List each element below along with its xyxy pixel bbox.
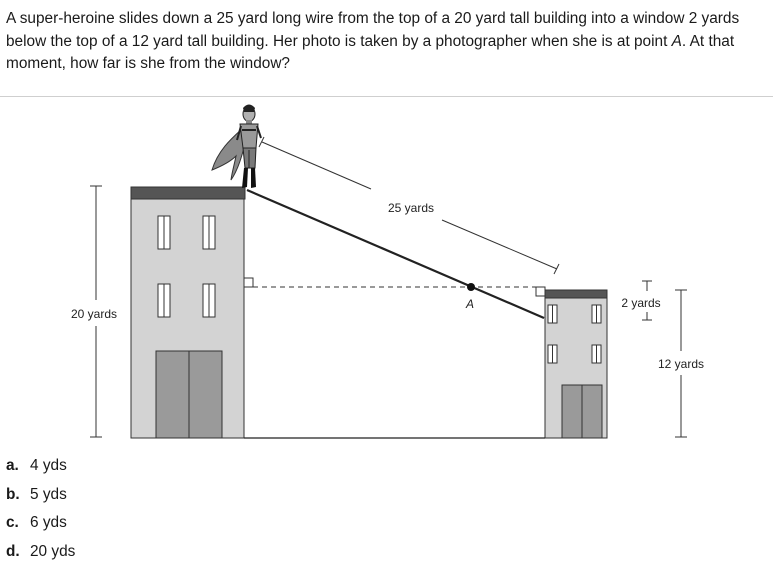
right-height-label: 12 yards [657, 357, 705, 371]
superhero-figure-icon [212, 105, 261, 189]
choice-letter: d. [6, 542, 20, 560]
choice-d[interactable] [6, 538, 75, 567]
question-point-letter: A [671, 32, 682, 50]
left-height-label: 20 yards [70, 307, 118, 321]
window-offset-label: 2 yards [621, 296, 661, 310]
choice-a[interactable] [6, 452, 75, 481]
choice-letter: b. [6, 485, 20, 503]
wire-length-label: 25 yards [387, 201, 435, 215]
right-building-door [562, 385, 602, 438]
answer-choices [6, 452, 75, 566]
choice-c[interactable] [6, 509, 75, 538]
right-angle-marker-left [244, 278, 253, 287]
right-building [545, 290, 607, 438]
question-part-2: . At that moment, how far is she from the window? [6, 32, 735, 72]
choice-letter: c. [6, 514, 19, 531]
question-part-1: A super-heroine slides down a 25 yard long wire from the top of a 20 yard tall building into a window 2 yards below the top of a 12 yard tall building. Her photo is taken by a photographer when she is at point [6, 10, 740, 50]
choice-b[interactable] [6, 481, 75, 510]
choice-letter: a. [6, 457, 19, 474]
choice-text: 20 yds [30, 542, 76, 560]
left-building [131, 187, 245, 438]
right-angle-marker-right [536, 287, 545, 296]
point-a-dot [467, 283, 475, 291]
choice-text: 5 yds [30, 485, 67, 503]
choice-text: 4 yds [30, 457, 67, 474]
left-building-door [156, 351, 222, 438]
choice-text: 6 yds [30, 514, 67, 531]
point-a-label: A [465, 297, 475, 311]
